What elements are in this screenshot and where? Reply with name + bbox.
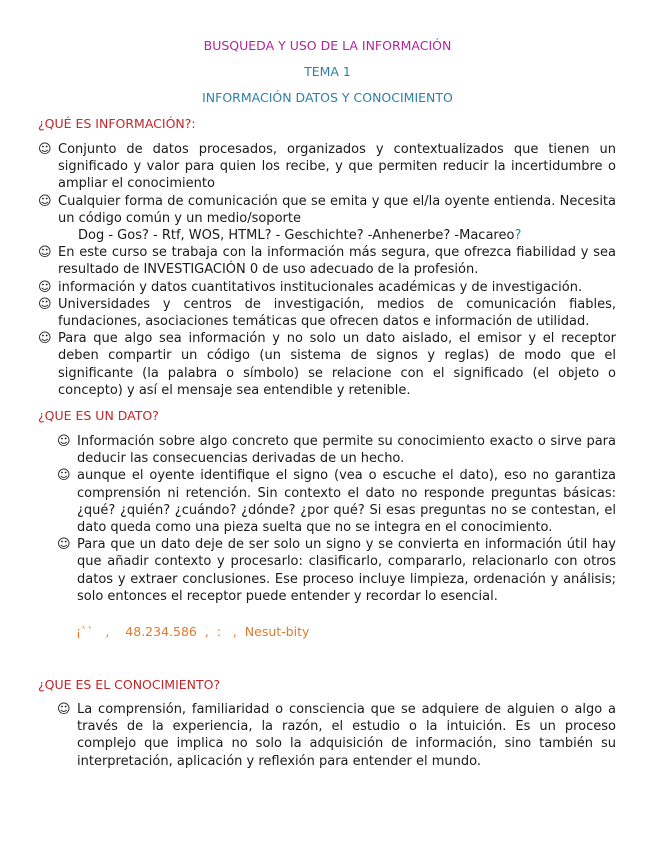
document-subtitle: INFORMACIÓN DATOS Y CONOCIMIENTO bbox=[202, 90, 453, 105]
list-item bbox=[57, 467, 616, 536]
list-item bbox=[38, 279, 616, 296]
topic-label: TEMA 1 bbox=[304, 64, 351, 79]
list-item-text: Para que un dato deje de ser solo un signo y se convierta en información útil hay que añadir contexto y procesarlo: clasificarlo, compararlo, relacionarlo con otros datos y extraer conclusiones. Ese proceso incluye limpieza, ordenación y análisis; solo entonces el receptor puede entender y recordar lo esencial. bbox=[77, 537, 616, 604]
section-heading-informacion: ¿QUÉ ES INFORMACIÓN?: bbox=[38, 116, 196, 131]
list-item-text: Información sobre algo concreto que permite su conocimiento exacto o sirve para deducir las consecuencias derivadas de un hecho. bbox=[77, 434, 616, 467]
example-line bbox=[58, 227, 616, 244]
example-question-mark: ? bbox=[514, 228, 522, 244]
smiley-bullet-icon: ☺ bbox=[57, 468, 71, 484]
list-item bbox=[57, 433, 616, 467]
smiley-bullet-icon: ☺ bbox=[38, 193, 52, 209]
list-item-text: Cualquier forma de comunicación que se emita y que el/la oyente entienda. Necesita un código común y un medio/soporte bbox=[58, 193, 616, 226]
list-item-text: información y datos cuantitativos institucionales académicas y de investigación. bbox=[58, 279, 583, 295]
smiley-bullet-icon: ☺ bbox=[38, 245, 52, 261]
list-item bbox=[57, 701, 616, 770]
list-item bbox=[38, 296, 616, 330]
list-item bbox=[38, 193, 616, 245]
smiley-bullet-icon: ☺ bbox=[38, 331, 52, 347]
list-item-text: En este curso se trabaja con la información más segura, que ofrezca fiabilidad y sea resultado de INVESTIGACIÓN 0 de uso adecuado de la profesión. bbox=[58, 245, 616, 278]
list-item-text: Conjunto de datos procesados, organizados y contextualizados que tienen un significado y valor para quien los recibe, y que permiten reducir la incertidumbre o ampliar el conocimiento bbox=[58, 142, 616, 192]
section-heading-dato: ¿QUE ES UN DATO? bbox=[38, 408, 159, 423]
smiley-bullet-icon: ☺ bbox=[38, 279, 52, 295]
section-heading-conocimiento: ¿QUE ES EL CONOCIMIENTO? bbox=[38, 677, 221, 692]
informacion-list bbox=[38, 141, 616, 399]
conocimiento-list bbox=[57, 701, 616, 770]
list-item-text: aunque el oyente identifique el signo (vea o escuche el dato), eso no garantiza comprensión ni retención. Sin contexto el dato no responde preguntas básicas: ¿qué? ¿quién? ¿cuándo? ¿dónde? ¿por qué? Si esas preguntas no se contestan, el dato queda como una pieza suelta que no se integra en el conocimiento. bbox=[77, 468, 616, 536]
list-item-text: Para que algo sea información y no solo un dato aislado, el emisor y el receptor deben compartir un código (un sistema de signos y reglas) de modo que el significante (la palabra o símbolo) se relacione con el significado (el objeto o concepto) y así el mensaje sea entendible y retenible. bbox=[58, 331, 616, 398]
list-item-text: Universidades y centros de investigación, medios de comunicación fiables, fundaciones, asociaciones temáticas que ofrecen datos e información de utilidad. bbox=[58, 296, 616, 330]
smiley-bullet-icon: ☺ bbox=[57, 537, 71, 553]
smiley-bullet-icon: ☺ bbox=[38, 142, 52, 157]
list-item bbox=[57, 536, 616, 605]
smiley-bullet-icon: ☺ bbox=[38, 296, 52, 312]
dato-list bbox=[57, 433, 616, 605]
list-item bbox=[38, 244, 616, 278]
list-item bbox=[38, 330, 616, 399]
smiley-bullet-icon: ☺ bbox=[57, 702, 71, 717]
orange-numbers-line: ¡`` , 48.234.586 , : , Nesut-bity bbox=[76, 624, 310, 639]
list-item-text: La comprensión, familiaridad o consciencia que se adquiere de alguien o algo a través de la experiencia, la razón, el estudio o la intuición. Es un proceso complejo que implica no solo la adquisición de información, sino también su interpretación, aplicación y reflexión para entender el mundo. bbox=[77, 702, 616, 769]
example-text: Dog - Gos? - Rtf, WOS, HTML? - Geschichte? -Anhenerbe? -Macareo bbox=[78, 228, 515, 244]
smiley-bullet-icon: ☺ bbox=[57, 434, 71, 449]
document-title: BUSQUEDA Y USO DE LA INFORMACIÓN bbox=[203, 38, 452, 53]
list-item bbox=[38, 141, 616, 193]
